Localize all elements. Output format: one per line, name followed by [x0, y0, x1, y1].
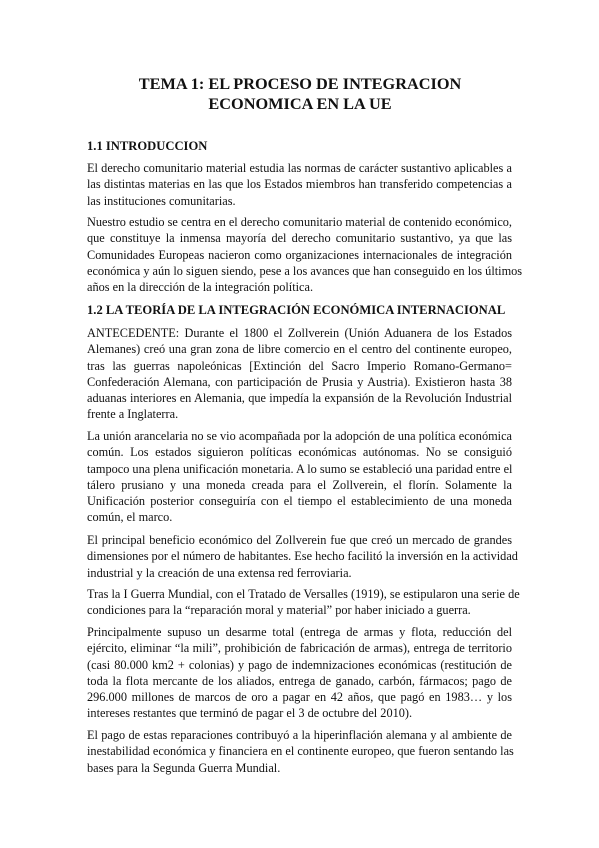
text-line: frente a Inglaterra. [87, 407, 179, 422]
text-line: El derecho comunitario material estudia las normas de carácter sustantivo aplicables a [87, 161, 512, 175]
text-line: El principal beneficio económico del Zollverein fue que creó un mercado de grandes [87, 533, 512, 547]
text-line: económica y aún lo siguen siendo, pese a los avances que han conseguido en los últimos [87, 263, 523, 278]
text-line: tampoco una plena unificación monetaria. A lo sumo se estableció una paridad entre el [87, 461, 513, 476]
title-line-2: ECONOMICA EN LA UE [208, 94, 392, 113]
paragraph-reparaciones [87, 727, 512, 776]
text-line: condiciones para la “reparación moral y material” por haber iniciado a guerra. [87, 603, 471, 618]
title-line-1: TEMA 1: EL PROCESO DE INTEGRACION [138, 74, 462, 93]
document-title [80, 74, 520, 114]
paragraph-antecedente [87, 325, 512, 423]
text-line: Confederación Alemana, con participación de Prusia y Austria). Existieron hasta 38 [87, 374, 512, 389]
text-line: La unión arancelaria no se vio acompañada por la adopción de una política económica [87, 429, 512, 443]
text-line: 296.000 millones de marcos de oro a pagar en 42 años, que pagó en 1983… y los [87, 690, 512, 705]
text-line: toda la flota mercante de los aliados, entrega de ganado, carbón, fármacos; pago de [87, 673, 512, 688]
text-line: El pago de estas reparaciones contribuyó a la hiperinflación alemana y al ambiente de [87, 728, 512, 742]
paragraph-beneficio [87, 532, 518, 581]
text-line: las distintas materias en las que los Estados miembros han transferido competencias a [87, 177, 512, 192]
text-line: ejército, eliminar “la mili”, prohibición de fabricación de armas), entrega de territorio [87, 641, 512, 656]
text-line: dimensiones por el número de habitantes. Ese hecho facilitó la inversión en la actividad [87, 549, 518, 564]
paragraph-union-arancelaria [87, 428, 512, 526]
text-line: (casi 80.000 km2 + colonias) y pago de indemnizaciones económicas (restitución de [87, 657, 512, 672]
paragraph-intro-2 [87, 214, 523, 295]
paragraph-intro-1 [87, 160, 512, 209]
text-line: tálero prusiano y una moneda creada para el Zollverein, el florín. Solamente la [87, 477, 512, 492]
text-line: que constituye la inmensa mayoría del derecho comunitario sustantivo, ya que las [87, 231, 512, 246]
text-line: Nuestro estudio se centra en el derecho comunitario material de contenido económico, [87, 215, 512, 229]
text-line: Principalmente supuso un desarme total (entrega de armas y flota, reducción del [87, 625, 512, 639]
paragraph-versalles [87, 586, 520, 619]
text-line: aduanas interiores en Alemania, que impedía la expansión de la Revolución Industrial [87, 391, 512, 406]
section-heading-teoria: 1.2 LA TEORÍA DE LA INTEGRACIÓN ECONÓMICA INTERNACIONAL [87, 303, 506, 317]
text-line: Tras la I Guerra Mundial, con el Tratado de Versalles (1919), se estipularon una serie de [87, 587, 520, 601]
text-line: ANTECEDENTE: Durante el 1800 el Zollverein (Unión Aduanera de los Estados [87, 326, 512, 340]
paragraph-desarme [87, 624, 512, 722]
text-line: tras las guerras napoleónicas [Extinción del Sacro Imperio Romano-Germano= [87, 358, 512, 373]
text-line: industrial y la creación de una extensa red ferroviaria. [87, 565, 352, 580]
text-line: bases para la Segunda Guerra Mundial. [87, 760, 281, 775]
text-line: Unificación posterior conseguiría con el tiempo el establecimiento de una moneda [87, 494, 512, 509]
text-line: Comunidades Europeas nacieron como organizaciones internacionales de integración [87, 247, 512, 262]
text-line: años en la dirección de la integración política. [87, 280, 314, 295]
text-line: intereses restantes que terminó de pagar el 3 de octubre del 2010). [87, 706, 413, 721]
text-line: común. Los estados siguieron políticas económicas autónomas. No se consiguió [87, 445, 512, 460]
text-line: común, el marco. [87, 510, 173, 525]
text-line: inestabilidad económica y financiera en el continente europeo, que fueron sentando las [87, 744, 514, 759]
section-heading-introduccion: 1.1 INTRODUCCION [87, 139, 208, 153]
text-line: Alemanes) creó una gran zona de libre comercio en el centro del continente europeo, [87, 342, 512, 357]
text-line: las instituciones comunitarias. [87, 193, 236, 208]
